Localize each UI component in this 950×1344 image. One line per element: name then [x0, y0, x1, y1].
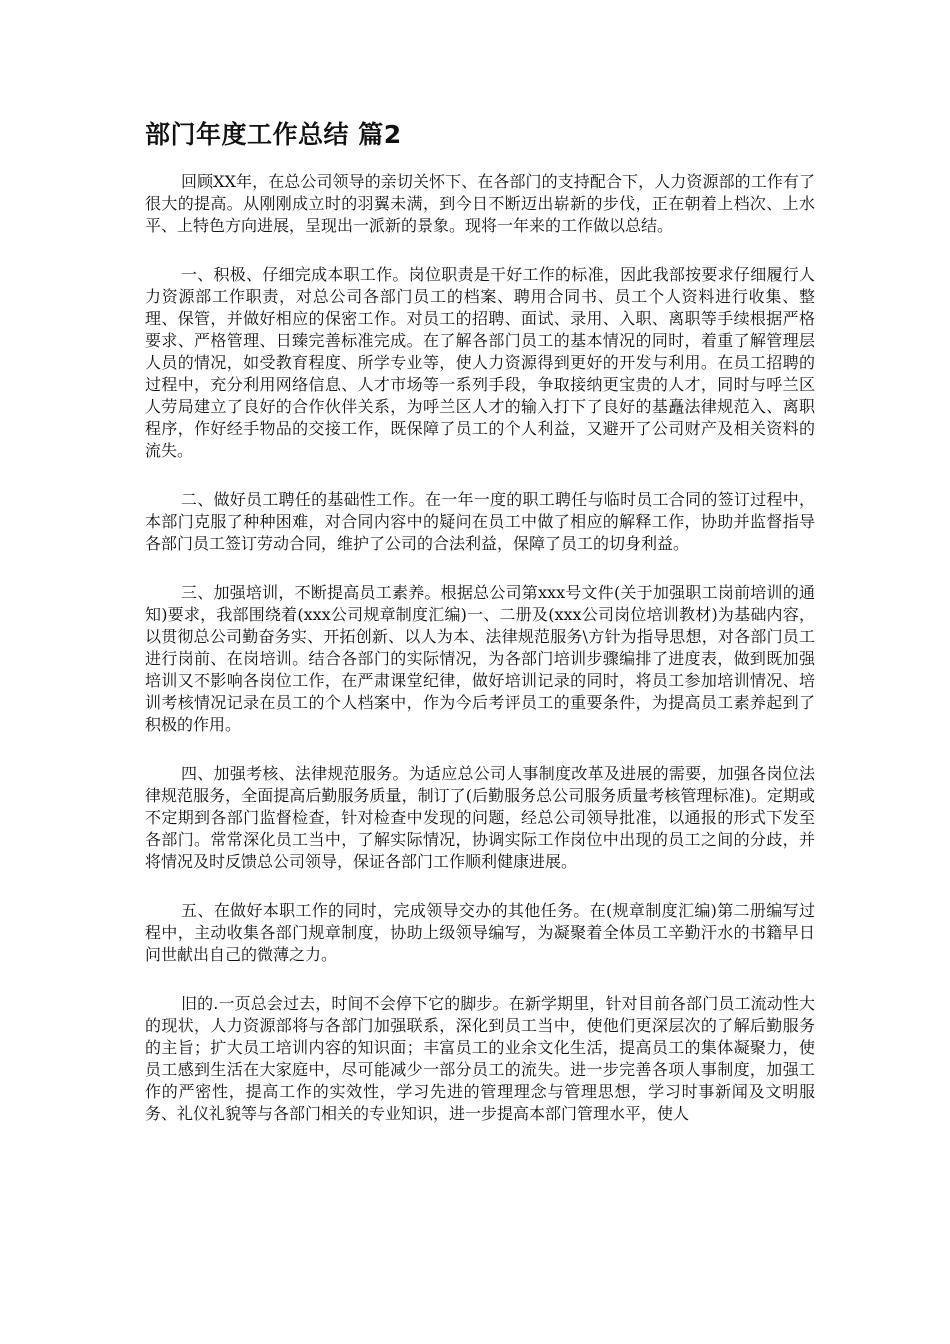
paragraph-section-3: 三、加强培训，不断提高员工素养。根据总公司第xxx号文件(关于加强职工岗前培训的通知)要求，我部围绕着(xxx公司规章制度汇编)一、二册及(xxx公司岗位培训教材)为基础内容，以贯彻总公司勤奋务实、开拓创新、以人为本、法律规范服务\方针为指导思想，对各部门员工进行岗前、在岗培训。结合各部门的实际情况，为各部门培训步骤编排了进度表，做到既加强培训又不影响各岗位工作，在严肃课堂纪律，做好培训记录的同时，将员工参加培训情况、培训考核情况记录在员工的个人档案中，作为今后考评员工的重要条件，为提高员工素养起到了积极的作用。	[145, 583, 815, 734]
paragraph-outlook: 旧的.一页总会过去，时间不会停下它的脚步。在新学期里，针对目前各部门员工流动性大的现状，人力资源部将与各部门加强联系，深化到员工当中，使他们更深层次的了解后勤服务的主旨；扩大员工培训内容的知识面；丰富员工的业余文化生活，提高员工的集体凝聚力，使员工感到生活在大家庭中，尽可能减少一部分员工的流失。进一步完善各项人事制度，加强工作的严密性，提高工作的实效性，学习先进的管理理念与管理思想，学习时事新闻及文明服务、礼仪礼貌等与各部门相关的专业知识，进一步提高本部门管理水平，使人	[145, 994, 815, 1123]
paragraph-section-5: 五、在做好本职工作的同时，完成领导交办的其他任务。在(规章制度汇编)第二册编写过程中，主动收集各部门规章制度，协助上级领导编写，为凝聚着全体员工辛勤汗水的书籍早日问世献出自己的微薄之力。	[145, 901, 815, 964]
paragraph-section-4: 四、加强考核、法律规范服务。为适应总公司人事制度改革及进展的需要，加强各岗位法律规范服务，全面提高后勤服务质量，制订了(后勤服务总公司服务质量考核管理标准)。定期或不定期到各部门监督检查，针对检查中发现的问题，经总公司领导批准，以通报的形式下发至各部门。常常深化员工当中，了解实际情况，协调实际工作岗位中出现的员工之间的分歧，并将情况及时反馈总公司领导，保证各部门工作顺利健康进展。	[145, 764, 815, 871]
document-body	[145, 171, 815, 1152]
paragraph-intro: 回顾XX年，在总公司领导的亲切关怀下、在各部门的支持配合下，人力资源部的工作有了很大的提高。从刚刚成立时的羽翼未满，到今日不断迈出崭新的步伐，正在朝着上档次、上水平、上特色方向进展，呈现出一派新的景象。现将一年来的工作做以总结。	[145, 172, 815, 235]
paragraph-section-1: 一、积极、仔细完成本职工作。岗位职责是干好工作的标准，因此我部按要求仔细履行人力资源部工作职责，对总公司各部门员工的档案、聘用合同书、员工个人资料进行收集、整理、保管，并做好相应的保密工作。对员工的招聘、面试、录用、入职、离职等手续根据严格要求、严格管理、日臻完善标准完成。在了解各部门员工的基本情况的同时，着重了解管理层人员的情况，如受教育程度、所学专业等，使人力资源得到更好的开发与利用。在员工招聘的过程中，充分利用网络信息、人才市场等一系列手段，争取接纳更宝贵的人才，同时与呼兰区人劳局建立了良好的合作伙伴关系，为呼兰区人才的输入打下了良好的基矗法律规范入、离职程序，作好经手物品的交接工作，既保障了员工的个人利益，又避开了公司财产及相关资料的流失。	[145, 265, 815, 460]
document-title: 部门年度工作总结 篇2	[145, 120, 402, 149]
paragraph-section-2: 二、做好员工聘任的基础性工作。在一年一度的职工聘任与临时员工合同的签订过程中，本部门克服了种种困难，对合同内容中的疑问在员工中做了相应的解释工作，协助并监督指导各部门员工签订劳动合同，维护了公司的合法利益，保障了员工的切身利益。	[145, 490, 815, 553]
